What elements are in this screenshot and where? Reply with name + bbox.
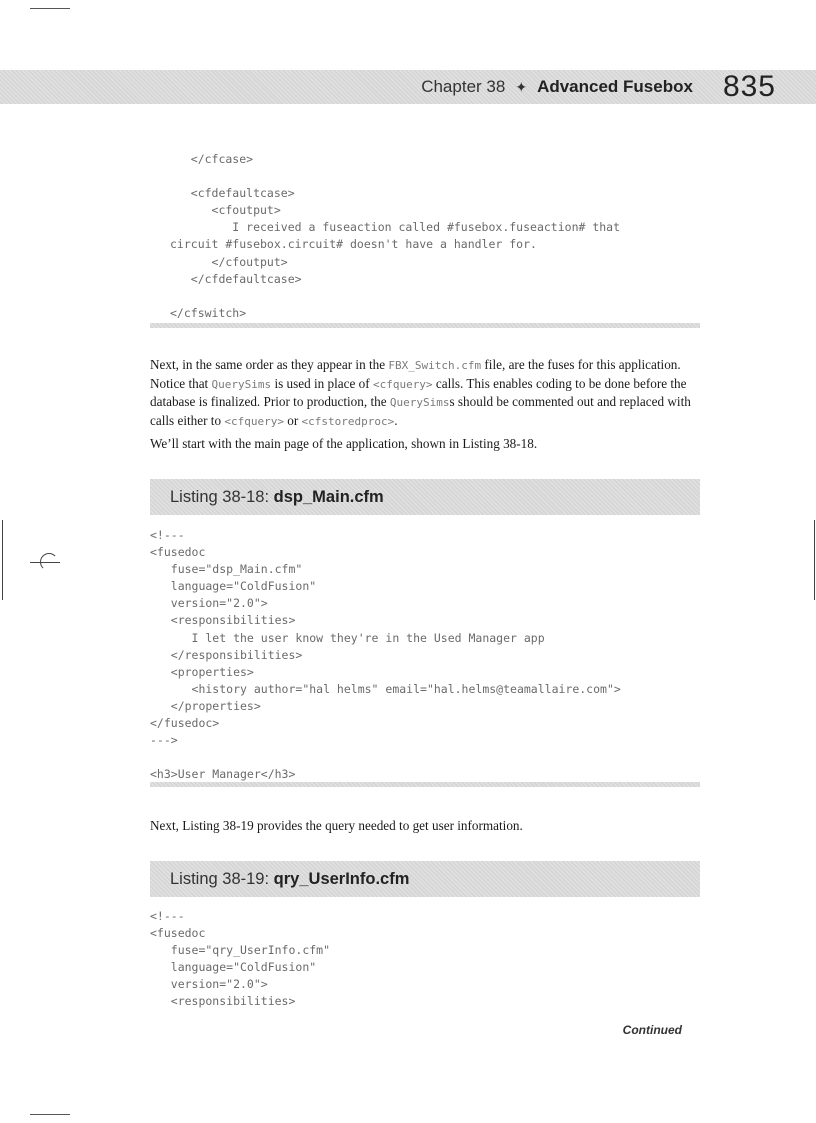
inline-code: <cfquery> xyxy=(224,414,284,428)
inline-code: <cfquery> xyxy=(372,377,433,391)
body-paragraph: We’ll start with the main page of the application, shown in Listing 38-18. xyxy=(150,436,538,451)
text-run: or xyxy=(283,412,302,428)
code-block-continuation: </cfcase> <cfdefaultcase> <cfoutput> I received a fuseaction called #fusebox.fuseaction# that circuit #fusebox.circuit# doesn't have a handler for. </cfoutput> </cfdefaultcase> </cfswitch> xyxy=(170,152,621,320)
inline-code: QuerySims xyxy=(389,396,450,409)
listing-filename: dsp_Main.cfm xyxy=(273,487,384,506)
right-margin-line xyxy=(814,520,815,600)
text-run: file, are the fuses for this application. Notice that xyxy=(150,357,681,391)
chapter-title: Advanced Fusebox xyxy=(537,77,693,96)
registration-mark-arc xyxy=(40,553,58,571)
continued-label: Continued xyxy=(622,1023,682,1037)
listing-title xyxy=(170,861,409,897)
listing-label: Listing 38-19: xyxy=(170,869,270,888)
running-header xyxy=(421,70,776,104)
text-run: . xyxy=(394,412,398,428)
text-run: calls. This enables coding to be done before the database is finalized. Prior to production, the xyxy=(150,375,687,409)
body-paragraph: Next, Listing 38-19 provides the query needed to get user information. xyxy=(150,818,523,833)
left-margin-line xyxy=(2,520,3,600)
listing-title xyxy=(170,479,384,515)
chapter-label: Chapter 38 xyxy=(421,77,506,96)
page-number: 835 xyxy=(722,70,776,103)
text-run: Next, in the same order as they appear in the xyxy=(150,357,389,372)
text-run: s should be commented out and replaced with calls either to xyxy=(150,394,691,428)
text-run: is used in place of xyxy=(271,375,373,391)
listing-label: Listing 38-18: xyxy=(170,487,270,506)
code-block-end-rule xyxy=(150,323,700,328)
inline-code: QuerySims xyxy=(211,377,272,391)
bottom-trim-mark xyxy=(30,1114,70,1115)
diamond-separator-icon: ✦ xyxy=(515,78,528,95)
listing-code: <!--- <fusedoc fuse="dsp_Main.cfm" language="ColdFusion" version="2.0"> <responsibilities> I let the user know they're in the Used Manager app </responsibilities> <properties> <history author="hal helms" email="hal.helms@teamallaire.com"> </properties> </fusedoc> ---> <h3>User Manager</h3> xyxy=(150,528,621,782)
listing-filename: qry_UserInfo.cfm xyxy=(273,869,410,888)
inline-code: <cfstoredproc> xyxy=(301,414,395,428)
inline-code: FBX_Switch.cfm xyxy=(388,359,482,372)
listing-end-rule xyxy=(150,782,700,787)
top-trim-mark xyxy=(30,8,70,9)
body-paragraph xyxy=(150,356,700,430)
listing-code: <!--- <fusedoc fuse="qry_UserInfo.cfm" language="ColdFusion" version="2.0"> <responsibilities> xyxy=(150,909,331,1009)
